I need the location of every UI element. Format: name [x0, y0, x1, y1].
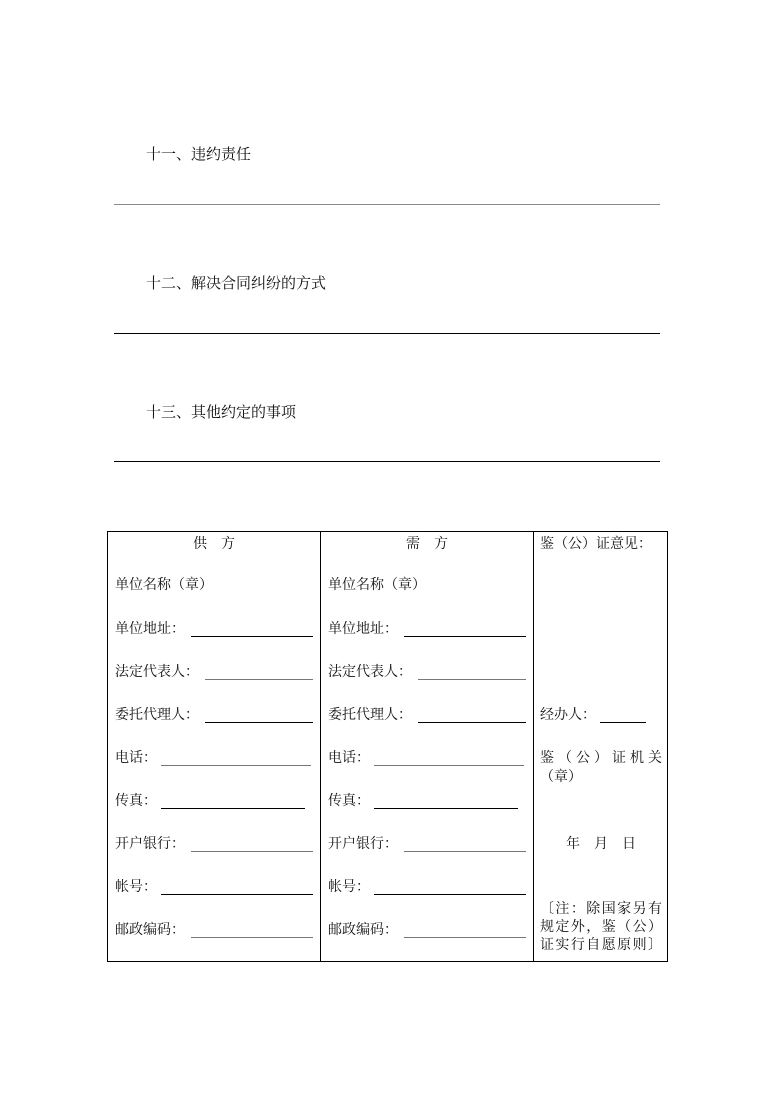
supplier-postcode-field[interactable]	[191, 937, 313, 938]
buyer-column	[321, 532, 534, 961]
supplier-bank-field[interactable]	[191, 851, 313, 852]
supplier-column	[108, 532, 321, 961]
buyer-account-field[interactable]	[374, 894, 526, 895]
buyer-agent-field[interactable]	[418, 722, 526, 723]
notary-date-label: 年 月 日	[566, 836, 636, 852]
buyer-phone-label: 电话：	[328, 750, 370, 766]
section-heading-dispute: 十二、解决合同纠纷的方式	[146, 274, 327, 292]
signature-table	[107, 531, 668, 962]
buyer-header: 需方	[406, 536, 462, 552]
section-rule-liability	[114, 204, 660, 205]
buyer-postcode-field[interactable]	[404, 937, 526, 938]
section-rule-other	[114, 461, 660, 462]
notary-handler-label: 经办人：	[540, 707, 596, 723]
buyer-bank-field[interactable]	[404, 851, 526, 852]
supplier-address-label: 单位地址：	[115, 621, 185, 637]
supplier-phone-label: 电话：	[115, 750, 157, 766]
buyer-unit-name-label: 单位名称（章）	[328, 577, 426, 593]
supplier-fax-field[interactable]	[161, 808, 305, 809]
notary-note: 〔注：除国家另有规定外，鉴（公）证实行自愿原则〕	[540, 901, 662, 953]
supplier-bank-label: 开户银行：	[115, 836, 185, 852]
supplier-postcode-label: 邮政编码：	[115, 922, 185, 938]
supplier-header: 供方	[193, 536, 249, 552]
buyer-postcode-label: 邮政编码：	[328, 922, 398, 938]
notary-column	[534, 532, 667, 961]
buyer-address-label: 单位地址：	[328, 621, 398, 637]
supplier-address-field[interactable]	[191, 636, 313, 637]
buyer-fax-field[interactable]	[374, 808, 518, 809]
supplier-account-field[interactable]	[161, 894, 313, 895]
section-heading-liability: 十一、违约责任	[146, 145, 252, 163]
buyer-agent-label: 委托代理人：	[328, 707, 412, 723]
supplier-account-label: 帐号：	[115, 879, 157, 895]
notary-handler-field[interactable]	[600, 722, 646, 723]
buyer-legal-rep-label: 法定代表人：	[328, 664, 412, 680]
section-rule-dispute	[114, 333, 660, 334]
supplier-fax-label: 传真：	[115, 793, 157, 809]
buyer-legal-rep-field[interactable]	[418, 679, 526, 680]
supplier-legal-rep-field[interactable]	[205, 679, 313, 680]
supplier-legal-rep-label: 法定代表人：	[115, 664, 199, 680]
buyer-phone-field[interactable]	[374, 765, 524, 766]
buyer-fax-label: 传真：	[328, 793, 370, 809]
buyer-bank-label: 开户银行：	[328, 836, 398, 852]
notary-opinion-label: 鉴（公）证意见：	[540, 536, 652, 552]
supplier-agent-field[interactable]	[205, 722, 313, 723]
supplier-phone-field[interactable]	[161, 765, 311, 766]
buyer-address-field[interactable]	[404, 636, 526, 637]
notary-authority-label: 鉴（公）证机关	[540, 750, 662, 766]
notary-seal-label: （章）	[540, 769, 582, 785]
supplier-unit-name-label: 单位名称（章）	[115, 577, 213, 593]
section-heading-other: 十三、其他约定的事项	[146, 403, 297, 421]
buyer-account-label: 帐号：	[328, 879, 370, 895]
supplier-agent-label: 委托代理人：	[115, 707, 199, 723]
